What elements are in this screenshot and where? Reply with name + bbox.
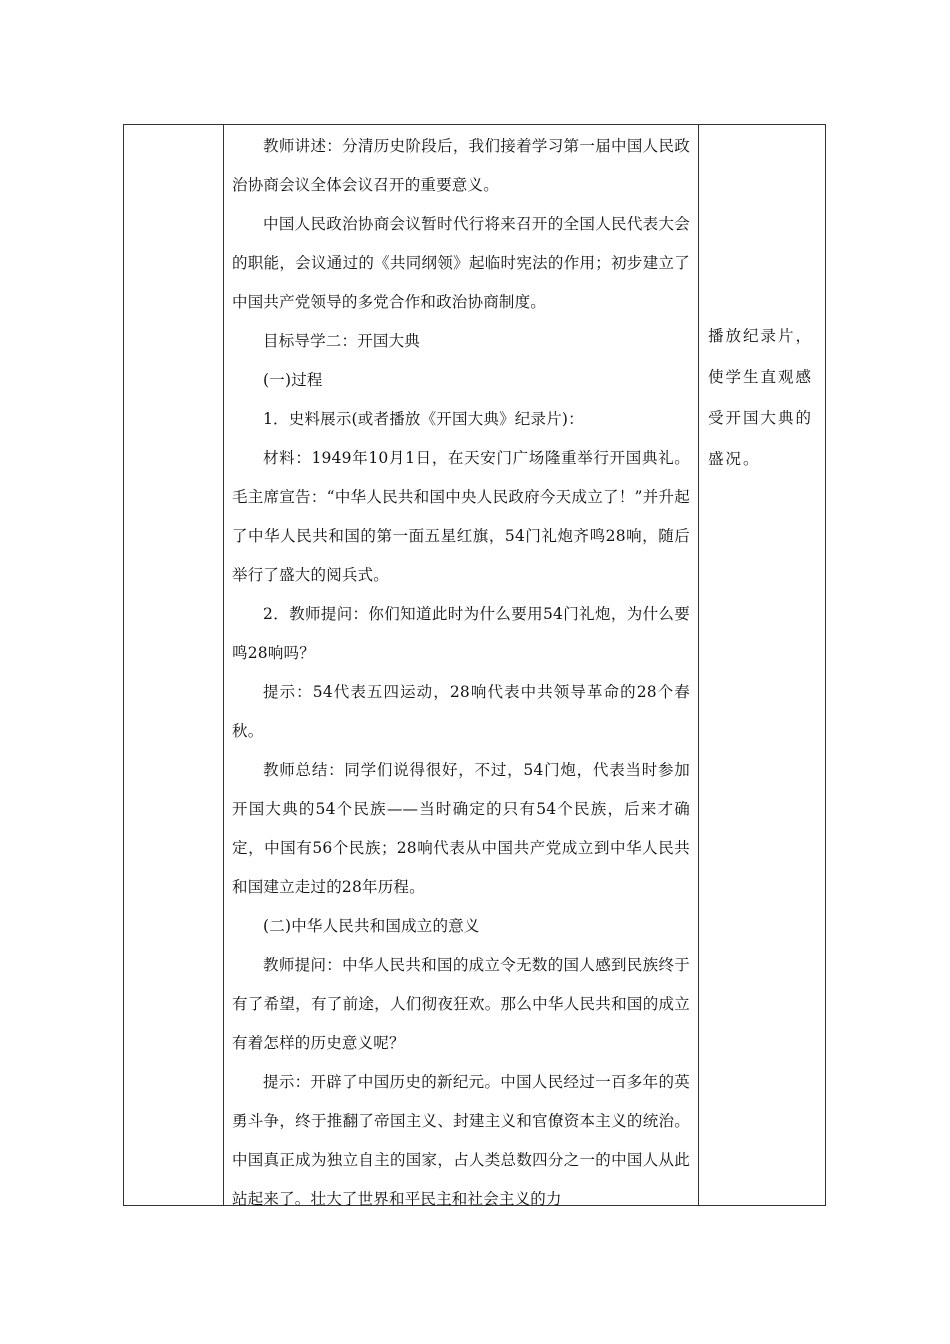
paragraph-teacher-summary: 教师总结：同学们说得很好，不过，54门炮，代表当时参加开国大典的54个民族——当时确定的只有54个民族，后来才确定，中国有56个民族；28响代表从中国共产党成立到中华人民共和国建立走过的28年历程。 — [232, 761, 690, 896]
left-column-cell — [124, 125, 223, 1205]
paragraph-teacher-question-salute: 2．教师提问：你们知道此时为什么要用54门礼炮，为什么要鸣28响吗？ — [232, 605, 690, 662]
paragraph-hint-salute: 提示：54代表五四运动，28响代表中共领导革命的28个春秋。 — [232, 683, 690, 740]
paragraph-process-heading: (一)过程 — [263, 371, 323, 389]
paragraph-teacher-question-significance: 教师提问：中华人民共和国的成立令无数的国人感到民族终于有了希望，有了前途，人们彻夜狂欢。那么中华人民共和国的成立有着怎样的历史意义呢？ — [232, 956, 690, 1052]
lesson-table — [123, 124, 826, 1206]
paragraph-cppcc-functions: 中国人民政治协商会议暂时代行将来召开的全国人民代表大会的职能，会议通过的《共同纲领》起临时宪法的作用；初步建立了中国共产党领导的多党合作和政治协商制度。 — [232, 215, 690, 311]
side-note-text: 播放纪录片，使学生直观感受开国大典的盛况。 — [708, 327, 814, 468]
paragraph-hint-significance: 提示：开辟了中国历史的新纪元。中国人民经过一百多年的英勇斗争，终于推翻了帝国主义、封建主义和官僚资本主义的统治。中国真正成为独立自主的国家，占人类总数四分之一的中国人从此站起来了。壮大了世界和平民主和社会主义的力 — [232, 1073, 690, 1208]
side-note-cell — [699, 125, 825, 1205]
main-content-cell — [224, 125, 698, 1208]
paragraph-material-display: 1．史料展示(或者播放《开国大典》纪录片)： — [263, 410, 584, 428]
paragraph-goal-heading: 目标导学二：开国大典 — [263, 332, 421, 350]
paragraph-significance-heading: (二)中华人民共和国成立的意义 — [263, 917, 480, 935]
paragraph-teacher-narration: 教师讲述：分清历史阶段后，我们接着学习第一届中国人民政治协商会议全体会议召开的重要意义。 — [232, 137, 690, 194]
paragraph-material-text: 材料：1949年10月1日，在天安门广场隆重举行开国典礼。毛主席宣告：“中华人民共和国中央人民政府今天成立了！”并升起了中华人民共和国的第一面五星红旗，54门礼炮齐鸣28响，随后举行了盛大的阅兵式。 — [232, 449, 690, 584]
